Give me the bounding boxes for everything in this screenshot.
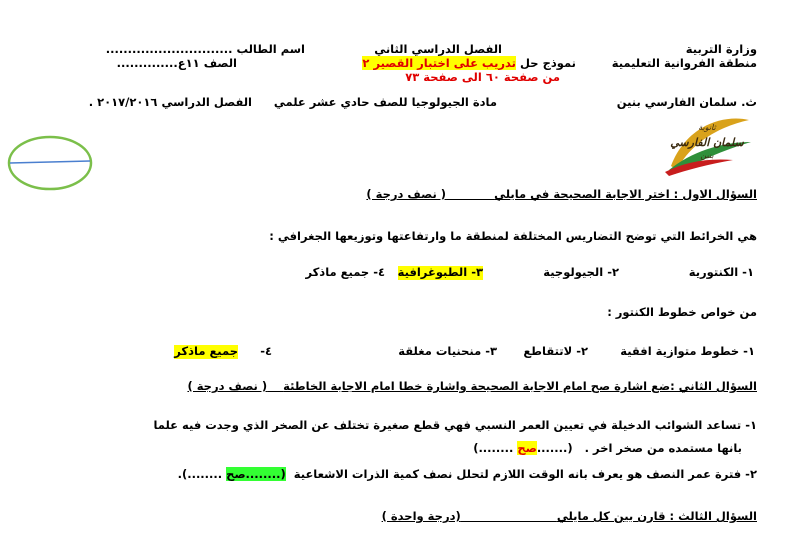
q1-option4: ٤- جميع ماذكر: [305, 265, 385, 279]
q2-title: السؤال الثاني :ضع اشارة صح امام الاجابة الصحيحة واشارة خطا امام الاجابة الخاطئة ( نصف درجة ): [187, 379, 757, 393]
q3-grade: (درجة واحدة ): [381, 509, 461, 523]
model-title: [362, 57, 576, 71]
q1-option2: ٢- الجيولوجية: [543, 265, 619, 279]
q1-stem2: من خواص خطوط الكنتور :: [607, 305, 757, 319]
pages-range: من صفحة ٦٠ الى صفحة ٧٣: [405, 70, 560, 84]
q1b-option4-number: ٤-: [260, 344, 272, 358]
logo-text-3: بنين: [700, 151, 714, 160]
q2-grade: ( نصف درجة ): [187, 379, 268, 393]
semester-label: الفصل الدراسي الثاني: [374, 42, 502, 56]
q2-item1-line2: بانها مستمده من صخر اخر . (.......صح ........): [473, 441, 742, 455]
q1b-option2: ٢- لاتتقاطع: [523, 344, 588, 358]
q1b-option3: ٣- منحنيات مغلقة: [398, 344, 497, 358]
q3-title: السؤال الثالث : قارن بين كل مايلي (درجة واحدة ): [381, 509, 757, 523]
subject-label: مادة الجيولوجيا للصف حادي عشر علمي: [273, 95, 497, 109]
ministry-label: وزارة التربية: [685, 42, 757, 56]
grade-oval: [6, 134, 94, 192]
q2-item1-answer: (.......صح ........): [473, 441, 573, 455]
model-prefix: نموذج حل: [520, 56, 576, 70]
teacher-label: ث. سلمان الفارسي بنين: [616, 95, 757, 109]
q1-option3: ٣- الطبوغرافية: [397, 265, 483, 279]
q2-item2-answer: (........صح ........).: [177, 467, 286, 481]
model-highlight: تدريب على اختبار القصير ٢: [362, 56, 516, 70]
q1-option1: ١- الكنتورية: [688, 265, 754, 279]
q1-title: السؤال الاول : اختر الاجابة الصحيحة في مايلي ( نصف درجة ): [366, 187, 757, 201]
q1-grade: ( نصف درجة ): [366, 187, 447, 201]
region-label: منطقة الفروانية التعليمية: [611, 56, 757, 70]
q1b-option1: ١- خطوط متوازية افقية: [620, 344, 755, 358]
school-logo: [661, 112, 753, 176]
q1b-option4: جميع ماذكر: [174, 344, 238, 358]
q2-item2: ٢- فترة عمر النصف هو يعرف بانه الوقت اللازم لتحلل نصف كمية الذرات الاشعاعية (........صح ........).: [177, 467, 757, 481]
q2-item1-line1: ١- تساعد الشوائب الدخيلة في تعيين العمر النسبي فهي قطع صغيرة تختلف عن الصخر الذي وجدت فيه علما: [153, 418, 757, 432]
logo-text-1: ثانوية: [698, 123, 716, 132]
logo-text-2: سلمان الفارسي: [670, 136, 744, 149]
academic-year-label: الفصل الدراسي ٢٠١٧/٢٠١٦ .: [88, 95, 252, 109]
q1-stem1: هي الخرائط التي توضح التضاريس المختلفة لمنطقة ما وارتفاعتها وتوزيعها الجغرافي :: [269, 229, 757, 243]
student-name-field: اسم الطالب .............................: [105, 42, 305, 56]
class-field: الصف ١١ع..............: [116, 56, 237, 70]
